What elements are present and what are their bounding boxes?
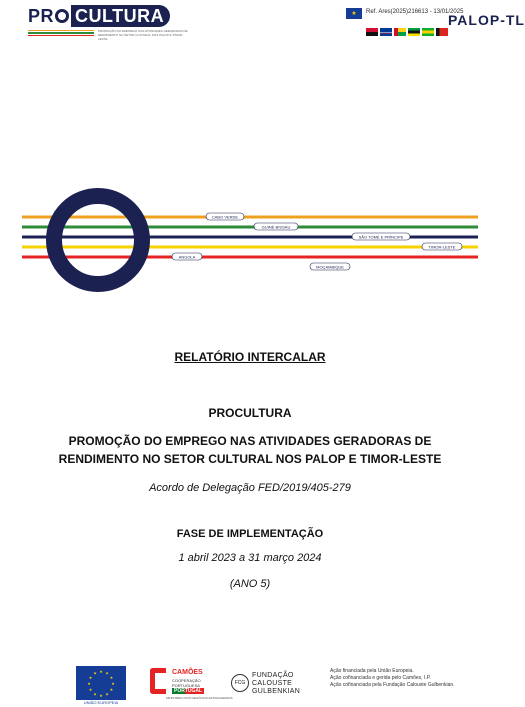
flag-mocambique-icon bbox=[408, 28, 420, 36]
reference-number: Ref. Ares(2025)216613 - 13/01/2025 bbox=[366, 9, 464, 15]
station-guine-bissau bbox=[254, 223, 298, 230]
gulbenkian-line-2: CALOUSTE bbox=[252, 680, 293, 687]
svg-text:★: ★ bbox=[105, 670, 109, 676]
svg-text:★: ★ bbox=[99, 693, 103, 698]
gulbenkian-logo bbox=[231, 672, 301, 700]
eu-flag-logo-icon bbox=[76, 666, 126, 700]
program-name: PROCULTURA bbox=[208, 406, 292, 420]
svg-text:SÃO TOMÉ E PRÍNCIPE: SÃO TOMÉ E PRÍNCIPE bbox=[358, 234, 404, 240]
camoes-logo bbox=[150, 668, 233, 702]
svg-text:MOÇAMBIQUE: MOÇAMBIQUE bbox=[316, 264, 344, 270]
svg-text:ANGOLA: ANGOLA bbox=[178, 254, 196, 260]
station-mocambique bbox=[310, 263, 350, 270]
delegation-agreement: Acordo de Delegação FED/2019/405-279 bbox=[149, 482, 351, 494]
logo-stripes bbox=[28, 30, 94, 37]
funding-note-gulbenkian: Ação cofinanciada pela Fundação Calouste Gulbenkian. bbox=[330, 682, 455, 688]
svg-text:★: ★ bbox=[109, 675, 114, 680]
camoes-c-icon bbox=[150, 668, 166, 694]
funding-notes bbox=[330, 668, 495, 689]
svg-text:★: ★ bbox=[88, 687, 93, 692]
svg-text:★: ★ bbox=[87, 681, 91, 686]
program-subtitle bbox=[0, 432, 500, 468]
svg-text:★: ★ bbox=[105, 691, 109, 697]
project-year: (ANO 5) bbox=[229, 578, 271, 590]
svg-text:★: ★ bbox=[93, 691, 97, 697]
svg-text:★: ★ bbox=[111, 681, 115, 686]
svg-text:TIMOR-LESTE: TIMOR-LESTE bbox=[428, 244, 456, 250]
camoes-country: PORTUGAL bbox=[174, 688, 203, 694]
camoes-line-1: COOPERAÇÃO bbox=[172, 678, 201, 683]
logo-subtitle: PROMOÇÃO DO EMPREGO NAS ATIVIDADES GERADORAS DE RENDIMENTO NO SETOR CULTURAL NOS PALOP E TIMOR-LESTE bbox=[98, 29, 188, 41]
subtitle-line-1: PROMOÇÃO DO EMPREGO NAS ATIVIDADES GERADORAS DE bbox=[68, 434, 432, 448]
header-right bbox=[346, 8, 525, 40]
phase-title: FASE DE IMPLEMENTAÇÃO bbox=[176, 528, 324, 540]
palop-tl-mark: PALOP-TL bbox=[448, 12, 525, 28]
station-sao-tome bbox=[352, 233, 410, 240]
gulbenkian-line-1: FUNDAÇÃO bbox=[252, 672, 294, 679]
eu-flag-icon: ★ bbox=[346, 8, 362, 19]
svg-text:★: ★ bbox=[99, 669, 103, 674]
camoes-line-2: PORTUGUESA bbox=[172, 683, 200, 688]
gulbenkian-emblem-icon: FCG bbox=[231, 674, 249, 692]
svg-text:★: ★ bbox=[88, 675, 93, 680]
navy-ring bbox=[54, 196, 142, 284]
flag-sao-tome-icon bbox=[422, 28, 434, 36]
funding-note-camoes: Ação cofinanciada e gerida pelo Camões, I.P. bbox=[330, 675, 431, 681]
flag-cabo-verde-icon bbox=[380, 28, 392, 36]
camoes-name: CAMÕES bbox=[172, 669, 203, 676]
logo-ring-icon bbox=[55, 9, 69, 23]
logo-wordmark bbox=[28, 6, 170, 26]
report-title: RELATÓRIO INTERCALAR bbox=[174, 350, 326, 364]
flag-angola-icon bbox=[366, 28, 378, 36]
flag-guine-bissau-icon bbox=[394, 28, 406, 36]
flag-timor-leste-icon bbox=[436, 28, 448, 36]
svg-text:★: ★ bbox=[93, 670, 97, 676]
eu-caption: UNIÃO EUROPEIA bbox=[83, 700, 119, 705]
camoes-line-3: MINISTÉRIO DOS NEGÓCIOS ESTRANGEIROS bbox=[166, 696, 233, 700]
station-angola bbox=[172, 253, 202, 260]
station-timor-leste bbox=[422, 243, 462, 250]
logo-text-cultura: CULTURA bbox=[71, 5, 170, 27]
reporting-period: 1 abril 2023 a 31 março 2024 bbox=[178, 552, 322, 564]
palop-flags bbox=[366, 28, 448, 36]
station-cabo-verde bbox=[206, 213, 244, 220]
gulbenkian-line-3: GULBENKIAN bbox=[252, 688, 301, 695]
subtitle-line-2: RENDIMENTO NO SETOR CULTURAL NOS PALOP E TIMOR-LESTE bbox=[58, 452, 442, 466]
logo-text-pro: PR bbox=[28, 6, 55, 26]
funding-note-eu: Ação financiada pela União Europeia. bbox=[330, 668, 414, 674]
procultura-logo bbox=[28, 6, 188, 46]
svg-text:★: ★ bbox=[109, 687, 114, 692]
svg-text:GUINÉ-BISSAU: GUINÉ-BISSAU bbox=[261, 224, 291, 230]
svg-text:CABO VERDE: CABO VERDE bbox=[211, 214, 239, 220]
metro-lines-graphic bbox=[0, 185, 500, 295]
